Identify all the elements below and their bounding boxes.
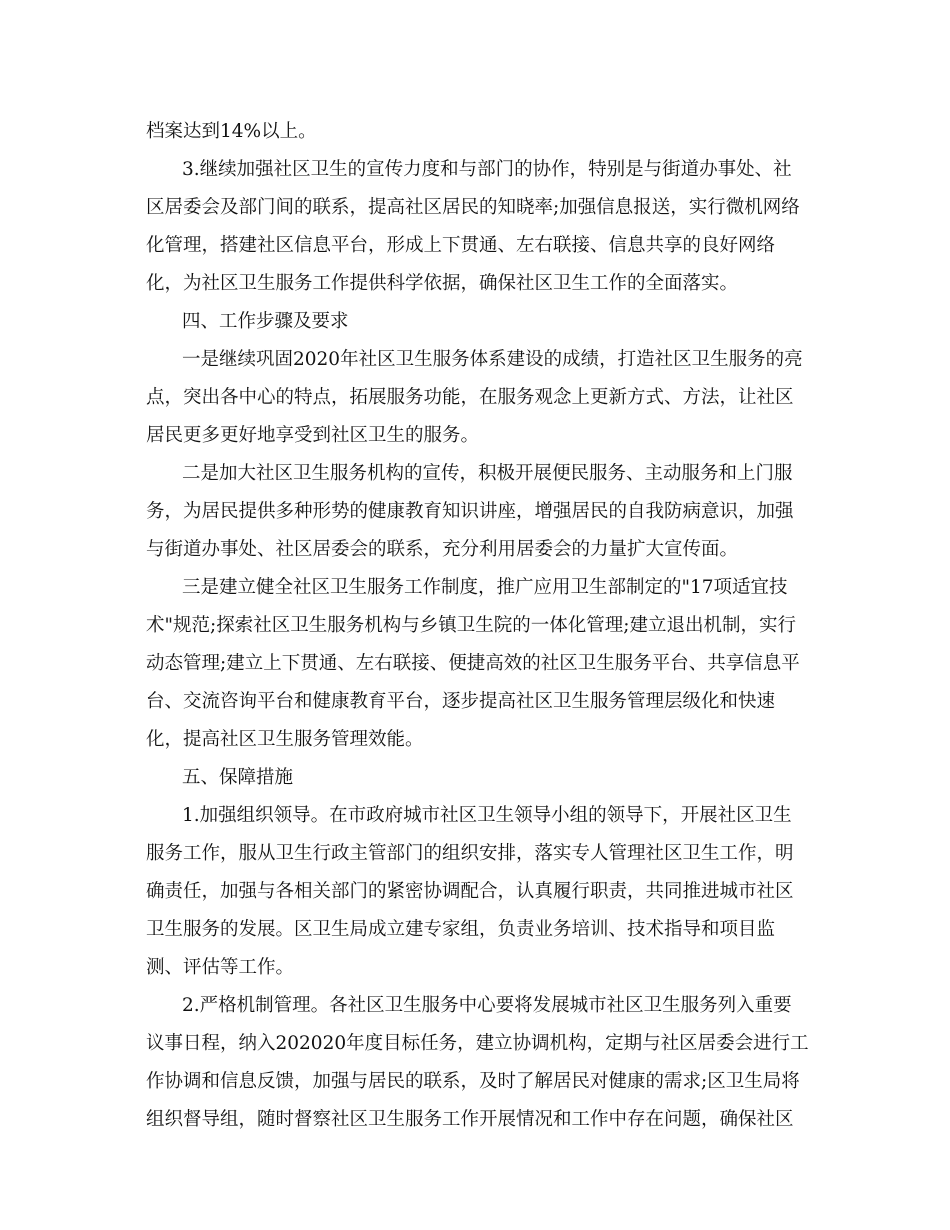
paragraph-first-line: 3.继续加强社区卫生的宣传力度和与部门的协作，特别是与街道办事处、社 — [182, 159, 792, 180]
body-line: 台、交流咨询平台和健康教育平台，逐步提高社区卫生服务管理层级化和快速 — [146, 691, 776, 712]
body-line: 与街道办事处、社区居委会的联系，充分利用居委会的力量扩大宣传面。 — [146, 539, 739, 560]
paragraph-first-line: 1.加强组织领导。在市政府城市社区卫生领导小组的领导下，开展社区卫生 — [182, 805, 792, 826]
paragraph-first-line: 二是加大社区卫生服务机构的宣传，积极开展便民服务、主动服务和上门服 — [182, 463, 793, 484]
body-line: 化，为社区卫生服务工作提供科学依据，确保社区卫生工作的全面落实。 — [146, 273, 739, 294]
body-line: 化，提高社区卫生服务管理效能。 — [146, 729, 424, 750]
body-line: 测、评估等工作。 — [146, 957, 295, 978]
body-line: 化管理，搭建社区信息平台，形成上下贯通、左右联接、信息共享的良好网络 — [146, 235, 776, 256]
body-line: 区居委会及部门间的联系，提高社区居民的知晓率;加强信息报送，实行微机网络 — [146, 197, 800, 218]
body-line: 点，突出各中心的特点，拓展服务功能，在服务观念上更新方式、方法，让社区 — [146, 387, 794, 408]
body-line: 档案达到14%以上。 — [146, 121, 317, 142]
body-line: 术"规范;探索社区卫生服务机构与乡镇卫生院的一体化管理;建立退出机制，实行 — [146, 615, 796, 636]
body-line: 卫生服务的发展。区卫生局成立建专家组，负责业务培训、技术指导和项目监 — [146, 919, 776, 940]
body-line: 务，为居民提供多种形势的健康教育知识讲座，增强居民的自我防病意识，加强 — [146, 501, 794, 522]
body-line: 动态管理;建立上下贯通、左右联接、便捷高效的社区卫生服务平台、共享信息平 — [146, 653, 800, 674]
body-line: 确责任，加强与各相关部门的紧密协调配合，认真履行职责，共同推进城市社区 — [146, 881, 794, 902]
body-line: 居民更多更好地享受到社区卫生的服务。 — [146, 425, 480, 446]
section-heading: 五、保障措施 — [182, 767, 294, 788]
body-line: 服务工作，服从卫生行政主管部门的组织安排，落实专人管理社区卫生工作，明 — [146, 843, 794, 864]
paragraph-first-line: 三是建立健全社区卫生服务工作制度，推广应用卫生部制定的"17项适宜技 — [182, 577, 788, 598]
body-line: 组织督导组，随时督察社区卫生服务工作开展情况和工作中存在问题，确保社区 — [146, 1109, 794, 1130]
paragraph-first-line: 一是继续巩固2020年社区卫生服务体系建设的成绩，打造社区卫生服务的亮 — [182, 349, 803, 370]
body-line: 作协调和信息反馈，加强与居民的联系，及时了解居民对健康的需求;区卫生局将 — [146, 1071, 800, 1092]
paragraph-first-line: 2.严格机制管理。各社区卫生服务中心要将发展城市社区卫生服务列入重要 — [182, 995, 792, 1016]
body-line: 议事日程，纳入202020年度目标任务，建立协调机构，定期与社区居委会进行工 — [146, 1033, 809, 1054]
section-heading: 四、工作步骤及要求 — [182, 311, 349, 332]
